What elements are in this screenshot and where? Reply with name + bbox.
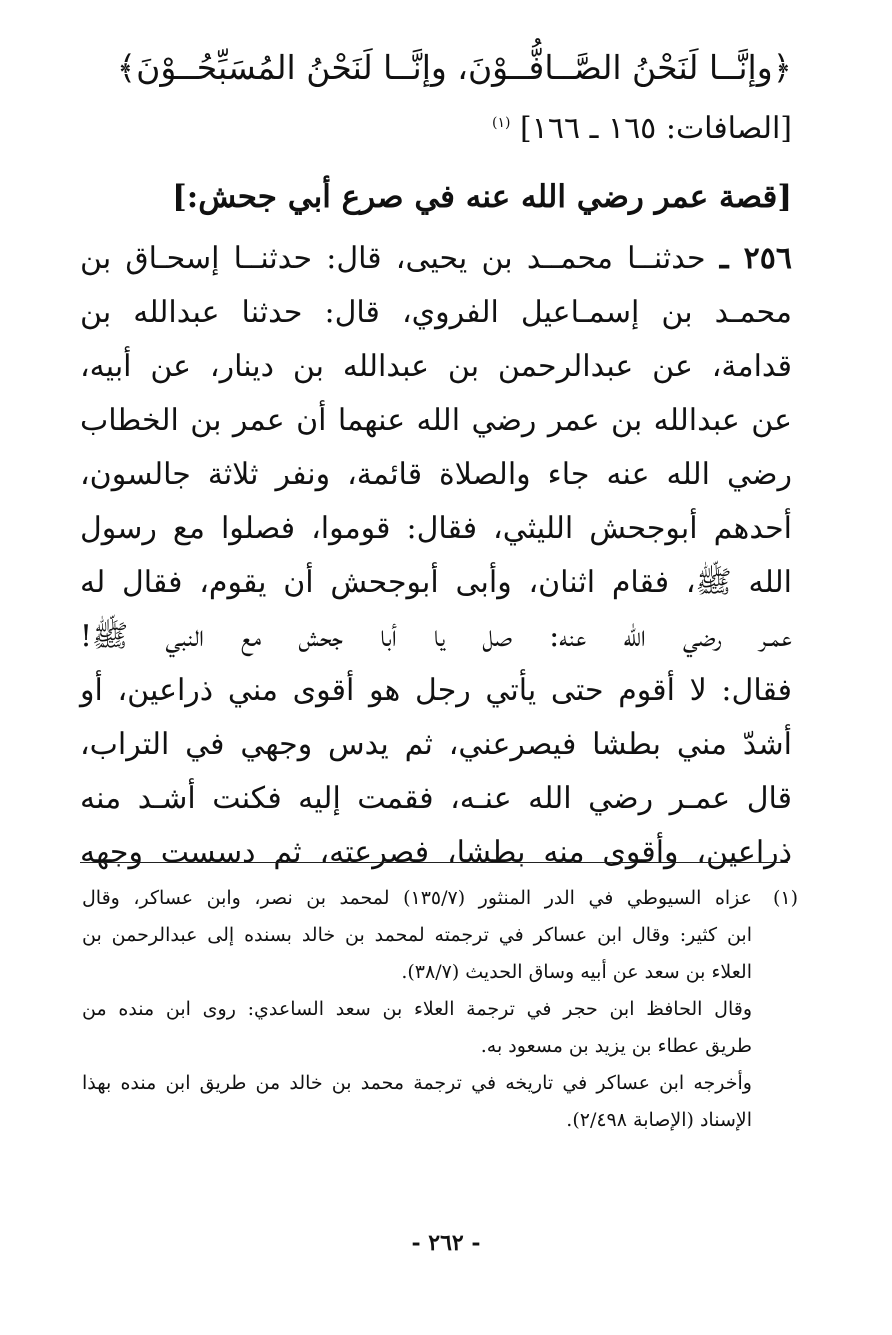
footnote-number: (١): [772, 887, 798, 909]
verse-reference-text: [الصافات: ١٦٥ ـ ١٦٦]: [520, 111, 792, 146]
footnote-line-3: العلاء بن سعد عن أبيه وساق الحديث (٣٨/٧).: [401, 961, 752, 983]
quran-verse: [102, 40, 792, 96]
footnote-line-6: وأخرجه ابن عساكر في تاريخه في ترجمة محمد بن خالد من طريق ابن منده بهذا: [82, 1072, 752, 1094]
footnote-line-2: ابن كثير: وقال ابن عساكر في ترجمته لمحمد بن خالد بسنده إلى عبدالرحمن بن: [82, 924, 752, 946]
footnotes: [82, 880, 796, 1139]
hadith-line-5: رضي الله عنه جاء والصلاة قائمة، ونفر ثلاثة جالسون،: [80, 457, 792, 492]
footnote-line-1: (١) عزاه السيوطي في الدر المنثور (١٣٥/٧) لمحمد بن نصر، وابن عساكر، وقال: [82, 880, 796, 917]
hadith-text: [80, 232, 792, 880]
hadith-line-10: أشدّ مني بطشا فيصرعني، ثم يدس وجهي في التراب،: [80, 727, 792, 762]
hadith-number: ٢٥٦ ـ: [719, 241, 792, 276]
hadith-line-9: فقال: لا أقوم حتى يأتي رجل هو أقوى مني ذراعين، أو: [80, 673, 792, 708]
hadith-line-4: عن عبدالله بن عمر رضي الله عنهما أن عمر بن الخطاب: [80, 403, 792, 438]
hadith-line-7: الله ﷺ، فقام اثنان، وأبى أبوجحش أن يقوم، فقال له: [80, 565, 792, 600]
hadith-line-8: عمـر رضي الله عنه: صل يا أبا جحش مع النبي ﷺ!: [80, 619, 792, 654]
verse-reference: [492, 98, 792, 154]
footnote-line-7: الإسناد (الإصابة ٢/٤٩٨).: [566, 1109, 752, 1131]
page-number: - ٢٦٢ -: [411, 1230, 481, 1256]
hadith-line-1: ٢٥٦ ـ حدثنــا محمــد بن يحيى، قال: حدثنــا إسحـاق بن: [80, 241, 792, 276]
hadith-line-2: محمـد بن إسمـاعيل الفروي، قال: حدثنا عبدالله بن: [80, 295, 792, 330]
footnote-line-4: وقال الحافظ ابن حجر في ترجمة العلاء بن سعد الساعدي: روى ابن منده من: [82, 998, 752, 1020]
section-heading: [قصة عمر رضي الله عنه في صرع أبي جحش:]: [172, 179, 792, 215]
hadith-line-11: قال عمـر رضي الله عنـه، فقمت إليه فكنت أشـد منه: [80, 781, 793, 816]
footnote-line-5: طريق عطاء بن يزيد بن مسعود به.: [480, 1035, 752, 1057]
footnote-divider: [80, 862, 788, 863]
hadith-line-3: قدامة، عن عبدالرحمن بن عبدالله بن دينار، عن أبيه،: [80, 349, 792, 384]
hadith-line-6: أحدهم أبوجحش الليثي، فقال: قوموا، فصلوا مع رسول: [80, 511, 792, 546]
footnote-marker: (١): [492, 115, 511, 131]
verse-text: ﴿وإنَّــا لَنَحْنُ الصَّــافُّــوْنَ، وإنَّــا لَنَحْنُ المُسَبِّحُــوْنَ﴾: [116, 48, 792, 87]
hadith-line-12: ذراعين، وأقوى منه بطشا، فصرعته، ثم دسست وجهه: [80, 835, 792, 870]
